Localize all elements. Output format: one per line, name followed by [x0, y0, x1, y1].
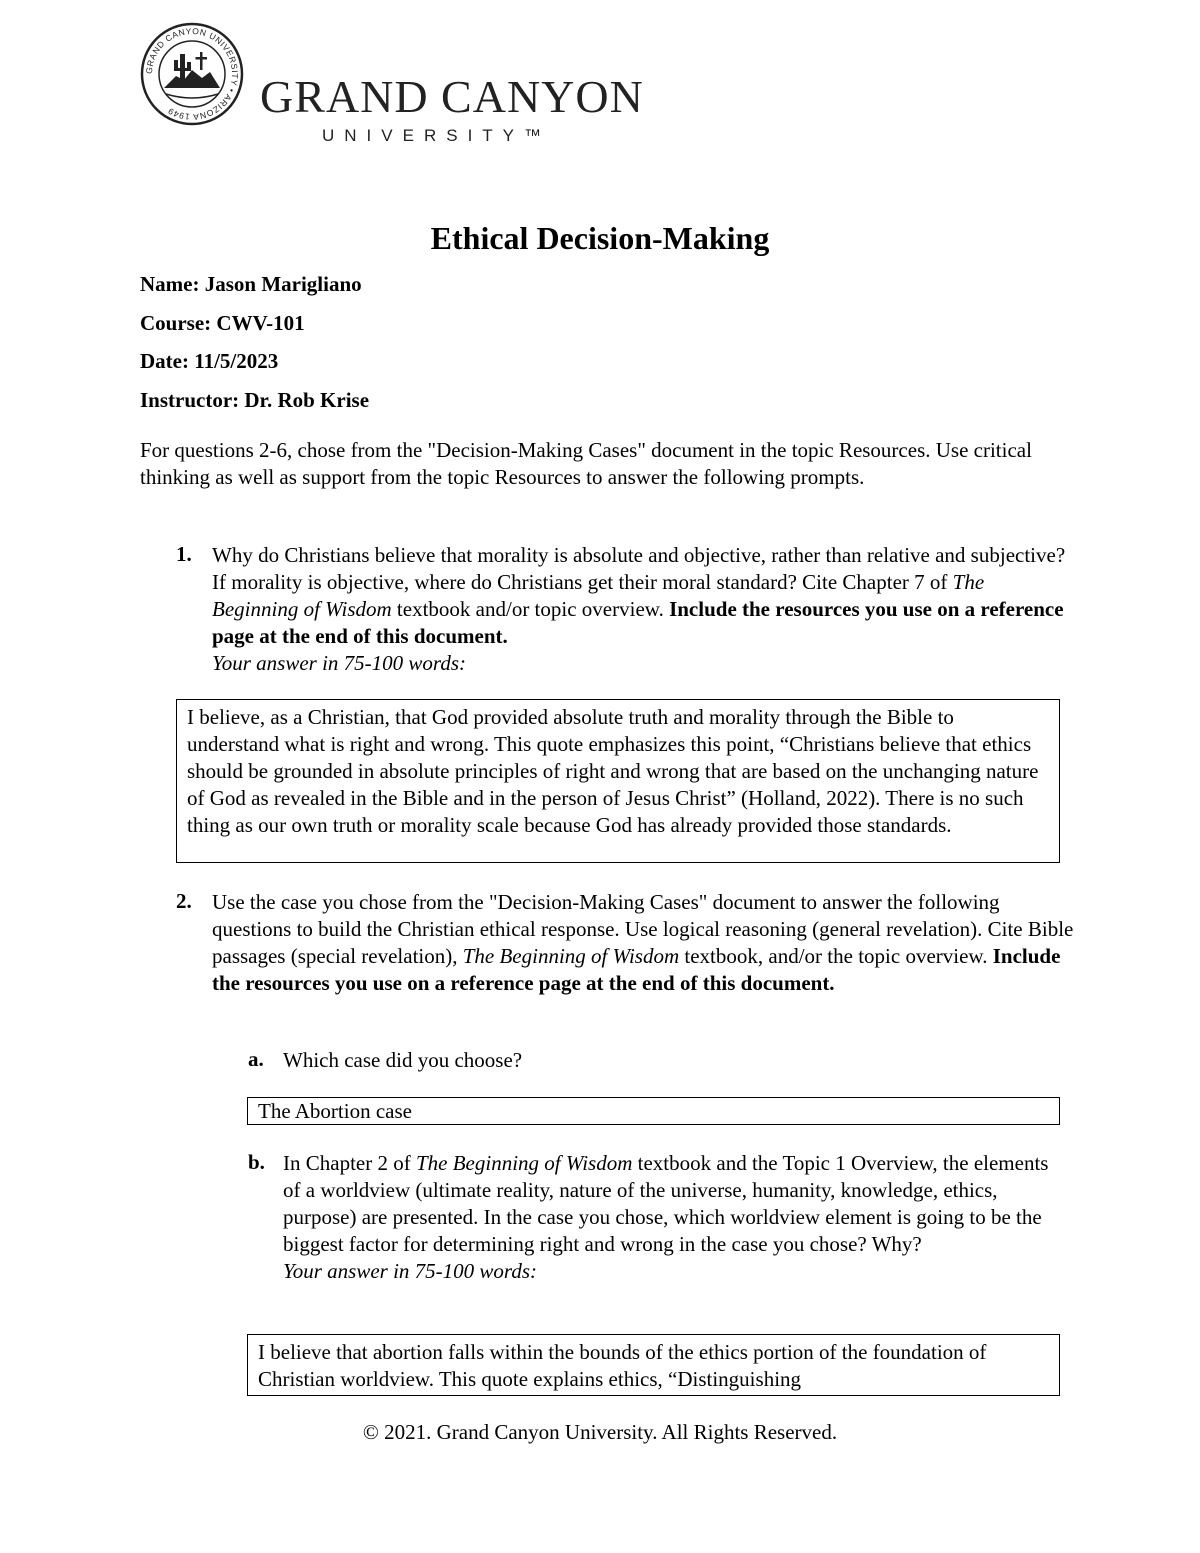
- instructor-label: Instructor: Dr. Rob Krise: [140, 388, 370, 412]
- question-1-prompt: Why do Christians believe that morality is absolute and objective, rather than relative and subjective? If morality is objective, where do Christians get their moral standard? Cite Chapter 7 of The Beginning of Wisdom textbook and/or topic overview. Include the resources you use on a reference page at the end of this document. Your answer in 75-100 words:: [212, 543, 1066, 675]
- instructions-paragraph: For questions 2-6, chose from the "Decision-Making Cases" document in the topic Resources. Use critical thinking as well as support from the topic Resources to answer the following prompts.: [140, 438, 1032, 489]
- date-label: Date: 11/5/2023: [140, 349, 279, 373]
- book-title: The Beginning of Wisdom: [212, 570, 985, 621]
- book-title: The Beginning of Wisdom: [415, 1151, 633, 1175]
- course-label: Course: CWV-101: [140, 311, 305, 335]
- brand-name: GRAND CANYON: [260, 71, 644, 122]
- book-title: The Beginning of Wisdom: [462, 944, 680, 968]
- question-2b-letter: b.: [248, 1150, 265, 1174]
- brand-subtitle: UNIVERSITY™: [322, 126, 552, 145]
- university-seal-icon: [140, 22, 244, 126]
- question-2a-prompt: Which case did you choose?: [283, 1048, 523, 1072]
- question-2b-prompt: In Chapter 2 of The Beginning of Wisdom textbook and the Topic 1 Overview, the elements of a worldview (ultimate reality, nature of the universe, humanity, knowledge, ethics, purpose) are presented. In the case you chose, which worldview element is going to be the biggest factor for determining right and wrong in the case you chose? Why? Your answer in 75-100 words:: [283, 1151, 1049, 1283]
- university-logo: [140, 22, 644, 145]
- reference-instruction: Include the resources you use on a reference page at the end of this document.: [212, 944, 1061, 995]
- word-count-hint: Your answer in 75-100 words:: [212, 651, 466, 675]
- question-1-number: 1.: [176, 542, 192, 566]
- word-count-hint: Your answer in 75-100 words:: [283, 1259, 537, 1283]
- student-name: Name: Jason Marigliano: [140, 272, 362, 296]
- question-2a-letter: a.: [248, 1047, 264, 1071]
- question-2b-answer[interactable]: I believe that abortion falls within the bounds of the ethics portion of the foundation of Christian worldview. This quote explains ethics, “Distinguishing: [247, 1334, 1060, 1396]
- copyright-footer: © 2021. Grand Canyon University. All Rights Reserved.: [362, 1420, 838, 1444]
- reference-instruction: Include the resources you use on a reference page at the end of this document.: [212, 597, 1064, 648]
- question-1-answer[interactable]: I believe, as a Christian, that God provided absolute truth and morality through the Bible to understand what is right and wrong. This quote emphasizes this point, “Christians believe that ethics should be grounded in absolute principles of right and wrong that are based on the unchanging nature of God as revealed in the Bible and in the person of Jesus Christ” (Holland, 2022). There is no such thing as our own truth or morality scale because God has already provided those standards.: [176, 699, 1060, 863]
- svg-text:GRAND CANYON UNIVERSITY • ARIZ: GRAND CANYON UNIVERSITY • ARIZONA 1949: [143, 25, 241, 123]
- question-2-number: 2.: [176, 889, 192, 913]
- question-2a-answer[interactable]: The Abortion case: [247, 1097, 1060, 1125]
- page-title: Ethical Decision-Making: [430, 220, 770, 256]
- question-2-prompt: Use the case you chose from the "Decision-Making Cases" document to answer the following questions to build the Christian ethical response. Use logical reasoning (general revelation). Cite Bible passages (special revelation), The Beginning of Wisdom textbook, and/or the topic overview. Include the resources you use on a reference page at the end of this document.: [212, 890, 1074, 995]
